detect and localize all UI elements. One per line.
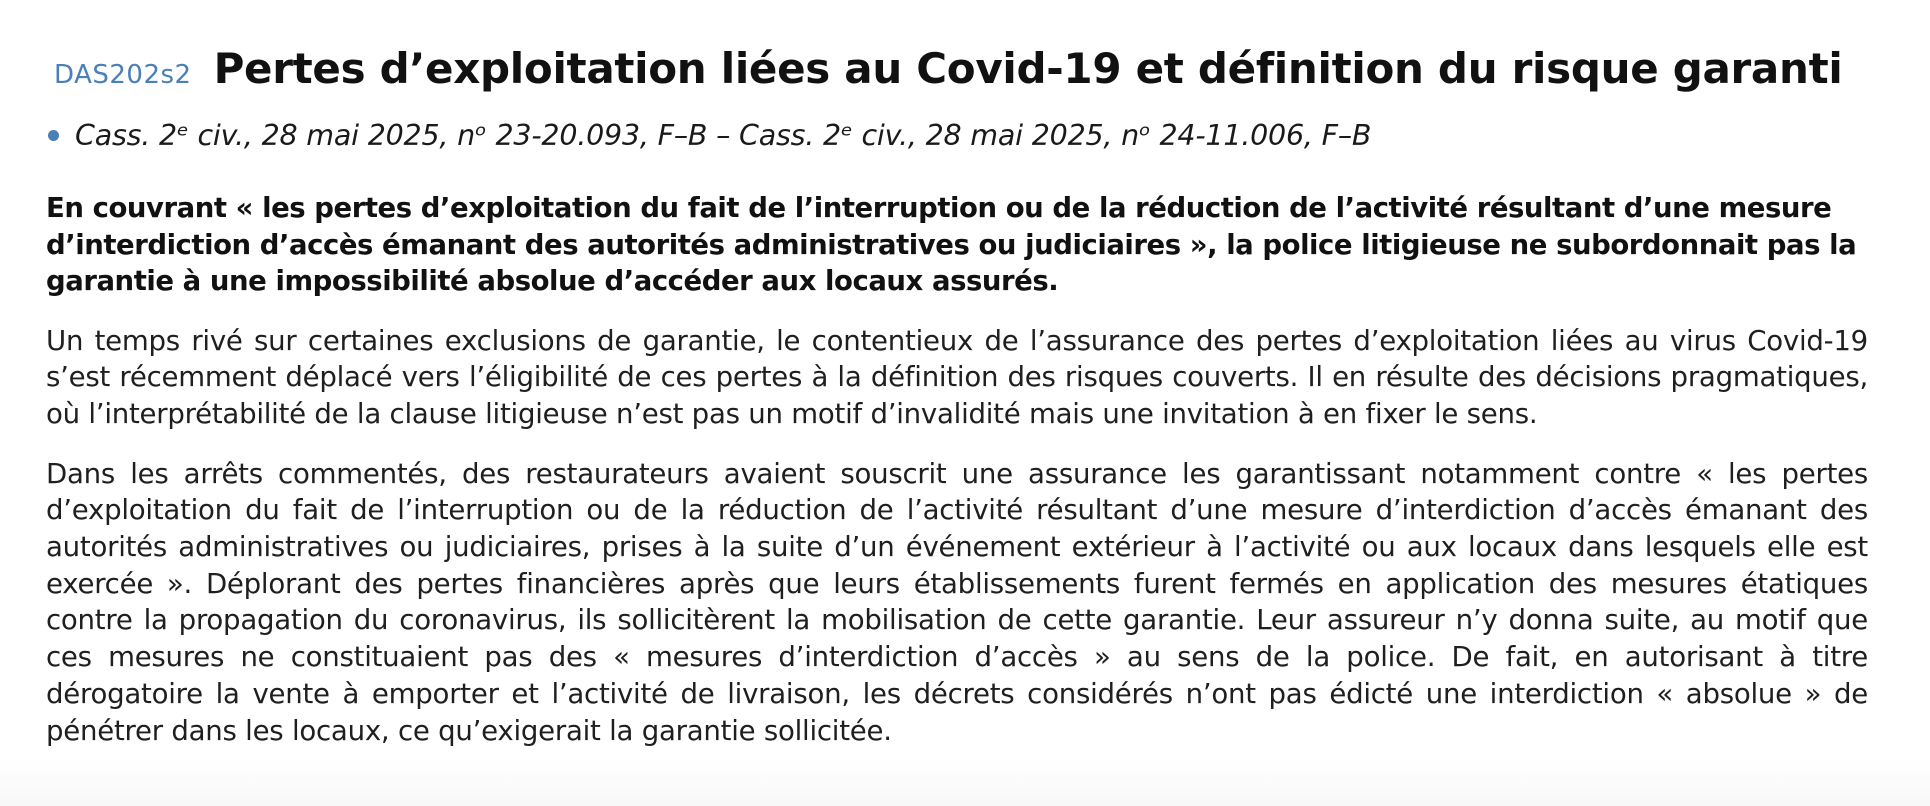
article xyxy=(46,44,1868,749)
article-header xyxy=(54,44,1868,93)
references-list xyxy=(46,119,1868,152)
body-paragraph-1: Un temps rivé sur certaines exclusions de garantie, le contentieux de l’assurance des pertes d’exploitation liées au virus Covid-19 s’est récemment déplacé vers l’éligibilité de ces pertes à la définition des risques couverts. Il en résulte des décisions pragmatiques, où l’interprétabilité de la clause litigieuse n’est pas un motif d’invalidité mais une invitation à en fixer le sens. xyxy=(46,323,1868,430)
bullet-dot-icon xyxy=(48,130,59,141)
body-paragraph-2: Dans les arrêts commentés, des restaurateurs avaient souscrit une assurance les garantissant notamment contre « les pertes d’exploitation du fait de l’interruption ou de la réduction de l’activité résultant d’une mesure d’interdiction d’accès émanant des autorités administratives ou judiciaires, prises à la suite d’un événement extérieur à l’activité ou aux locaux dans lesquels elle est exercée ». Déplorant des pertes financières après que leurs établissements furent fermés en application des mesures étatiques contre la propagation du coronavirus, ils sollicitèrent la mobilisation de cette garantie. Leur assureur n’y donna suite, au motif que ces mesures ne constituaient pas des « mesures d’interdiction d’accès » au sens de la police. De fait, en autorisant à titre dérogatoire la vente à emporter et l’activité de livraison, les décrets considérés n’ont pas édicté une interdiction « absolue » de pénétrer dans les locaux, ce qu’exigerait la garantie sollicitée. xyxy=(46,456,1868,747)
reference-text: Cass. 2ᵉ civ., 28 mai 2025, nᵒ 23-20.093, F–B – Cass. 2ᵉ civ., 28 mai 2025, nᵒ 24-11.006, F–B xyxy=(75,119,1372,152)
bottom-fade xyxy=(0,758,1930,806)
reference-item xyxy=(46,119,1868,152)
summary-paragraph: En couvrant « les pertes d’exploitation du fait de l’interruption ou de la réduction de l’activité résultant d’une mesure d’interdiction d’accès émanant des autorités administratives ou judiciaires », la police litigieuse ne subordonnait pas la garantie à une impossibilité absolue d’accéder aux locaux assurés. xyxy=(46,192,1857,297)
article-code: DAS202s2 xyxy=(54,60,192,90)
article-title: Pertes d’exploitation liées au Covid-19 et définition du risque garanti xyxy=(213,44,1843,93)
